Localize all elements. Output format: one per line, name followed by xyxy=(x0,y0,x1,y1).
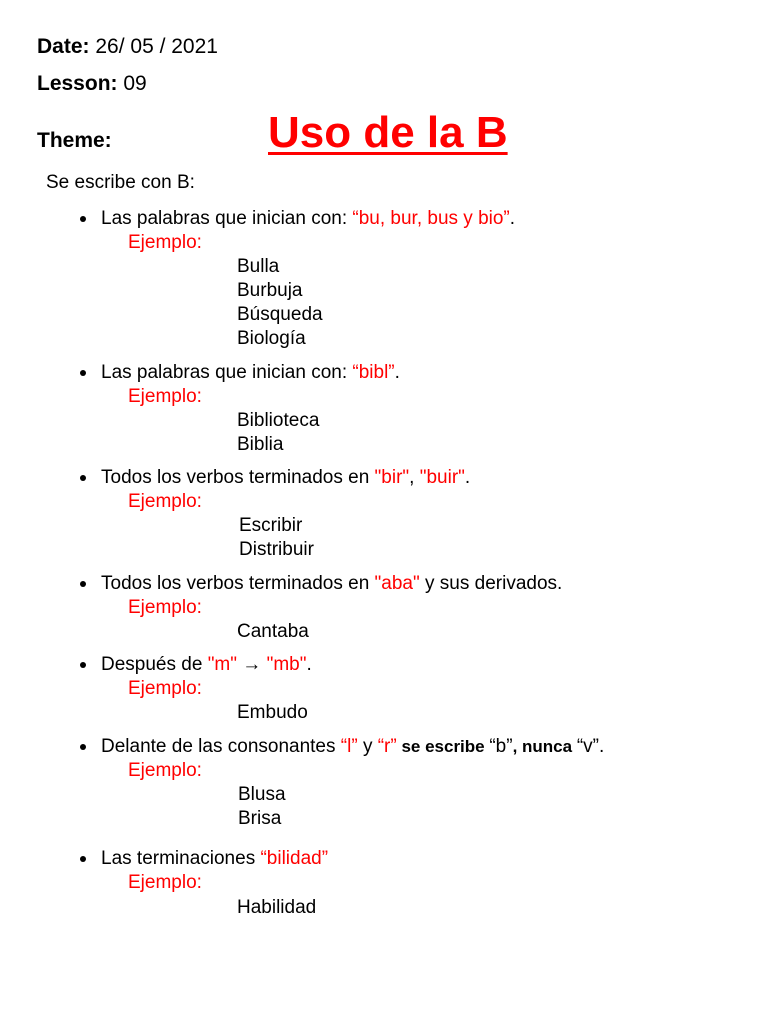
bullet-icon xyxy=(80,662,86,668)
example-word: Blusa xyxy=(238,784,286,805)
example-word: Búsqueda xyxy=(237,304,323,325)
rule-text: Todos los verbos terminados en xyxy=(101,573,375,594)
rule-highlight: "mb" xyxy=(266,654,307,675)
rule-text: Las palabras que inician con: xyxy=(101,208,353,229)
rule-highlight: “l” xyxy=(340,736,358,757)
example-label: Ejemplo: xyxy=(128,491,202,512)
rule-item xyxy=(101,467,470,489)
rule-text-end: . xyxy=(464,467,471,488)
rule-item xyxy=(101,362,400,384)
intro-text: Se escribe con B: xyxy=(46,172,195,193)
rule-text-mid: y xyxy=(357,736,378,757)
rule-highlight: "m" xyxy=(207,654,238,675)
date-value: 26/ 05 / 2021 xyxy=(95,35,218,58)
bullet-icon xyxy=(80,856,86,862)
example-word: Burbuja xyxy=(237,280,303,301)
rule-text-end: y sus derivados. xyxy=(419,573,563,594)
rule-text: Delante de las consonantes xyxy=(101,736,341,757)
theme-label: Theme: xyxy=(37,129,112,152)
rule-text-mid: , xyxy=(409,467,420,488)
lesson-label: Lesson: xyxy=(37,72,118,95)
example-label: Ejemplo: xyxy=(128,678,202,699)
rule-text-end: . xyxy=(509,208,516,229)
rule-text: Las palabras que inician con: xyxy=(101,362,353,383)
page-title: Uso de la B xyxy=(268,108,508,157)
rule-text: Después de xyxy=(101,654,208,675)
example-word: Brisa xyxy=(238,808,282,829)
example-word: Biblia xyxy=(237,434,284,455)
rule-highlight: "bir" xyxy=(374,467,410,488)
rule-item xyxy=(101,573,562,595)
rule-item xyxy=(101,208,515,230)
example-word: Biblioteca xyxy=(237,410,320,431)
rule-text-end: . xyxy=(394,362,400,383)
example-word: Biología xyxy=(237,328,306,349)
rule-highlight: "aba" xyxy=(374,573,420,594)
example-word: Cantaba xyxy=(237,621,309,642)
rule-bold-text: , nunca xyxy=(512,737,577,756)
example-label: Ejemplo: xyxy=(128,386,202,407)
bullet-icon xyxy=(80,744,86,750)
date-label: Date: xyxy=(37,35,90,58)
rule-highlight: “bu, bur, bus y bio” xyxy=(352,208,510,229)
rule-text: Las terminaciones xyxy=(101,848,261,869)
example-word: Bulla xyxy=(237,256,280,277)
rule-item xyxy=(101,736,604,758)
rule-quote-b: “b” xyxy=(489,736,513,757)
arrow-icon: → xyxy=(237,654,267,675)
rule-highlight: "buir" xyxy=(419,467,465,488)
example-label: Ejemplo: xyxy=(128,872,202,893)
lesson-value: 09 xyxy=(123,72,147,95)
rule-highlight: “bilidad” xyxy=(260,848,329,869)
rule-text-end: . xyxy=(598,736,605,757)
rule-text: Todos los verbos terminados en xyxy=(101,467,375,488)
rule-bold-text: se escribe xyxy=(396,737,490,756)
bullet-icon xyxy=(80,475,86,481)
example-word: Escribir xyxy=(239,515,303,536)
bullet-icon xyxy=(80,216,86,222)
rule-highlight: “r” xyxy=(377,736,397,757)
example-label: Ejemplo: xyxy=(128,597,202,618)
rule-highlight: “bibl” xyxy=(352,362,395,383)
bullet-icon xyxy=(80,370,86,376)
example-word: Embudo xyxy=(237,702,308,723)
example-label: Ejemplo: xyxy=(128,232,202,253)
rule-quote-v: “v” xyxy=(576,736,599,757)
rule-item xyxy=(101,848,328,870)
example-word: Habilidad xyxy=(237,897,317,918)
rule-item xyxy=(101,654,312,676)
bullet-icon xyxy=(80,581,86,587)
example-label: Ejemplo: xyxy=(128,760,202,781)
example-word: Distribuir xyxy=(239,539,314,560)
rule-text-end: . xyxy=(306,654,312,675)
